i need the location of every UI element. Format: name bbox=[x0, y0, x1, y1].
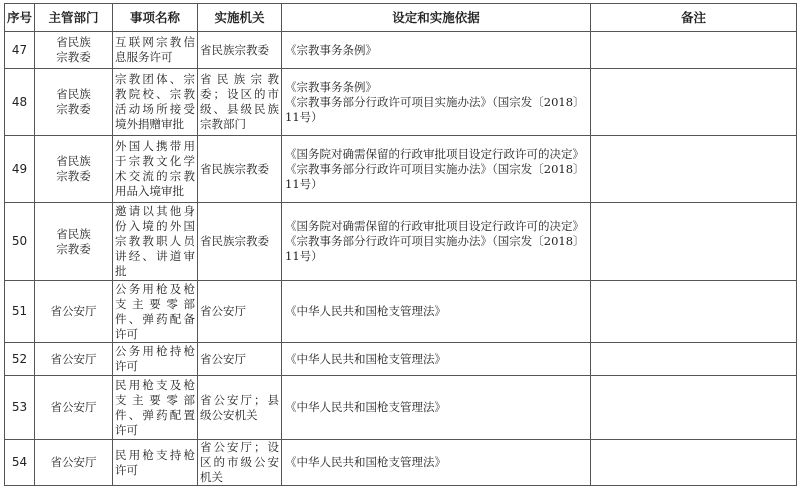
cell-basis bbox=[282, 69, 591, 136]
cell-item: 外国人携带用于宗教文化学术交流的宗教用品入境审批 bbox=[113, 136, 198, 203]
header-seq: 序号 bbox=[5, 4, 35, 32]
cell-note bbox=[591, 203, 797, 281]
table-row bbox=[5, 69, 797, 136]
cell-org: 省公安厅 bbox=[198, 343, 282, 376]
cell-seq: 47 bbox=[5, 32, 35, 69]
cell-seq: 54 bbox=[5, 440, 35, 486]
cell-seq: 53 bbox=[5, 376, 35, 440]
cell-basis bbox=[282, 203, 591, 281]
basis-line: 《宗教事务条例》 bbox=[285, 79, 377, 94]
cell-seq: 52 bbox=[5, 343, 35, 376]
cell-item: 民用枪支持枪许可 bbox=[113, 440, 198, 486]
cell-dept bbox=[35, 32, 113, 69]
table-row bbox=[5, 203, 797, 281]
table-row bbox=[5, 343, 797, 376]
table-row bbox=[5, 376, 797, 440]
basis-line: 《国务院对确需保留的行政审批项目设定行政许可的决定》 bbox=[285, 219, 584, 233]
header-note: 备注 bbox=[591, 4, 797, 32]
cell-seq: 50 bbox=[5, 203, 35, 281]
header-dept: 主管部门 bbox=[35, 4, 113, 32]
cell-basis bbox=[282, 32, 591, 69]
table-row bbox=[5, 32, 797, 69]
table-row bbox=[5, 440, 797, 486]
header-org: 实施机关 bbox=[198, 4, 282, 32]
cell-note bbox=[591, 136, 797, 203]
cell-org: 省公安厅；设区的市级公安机关 bbox=[198, 440, 282, 486]
cell-org: 省民族宗教委 bbox=[198, 136, 282, 203]
cell-dept bbox=[35, 203, 113, 281]
cell-basis bbox=[282, 281, 591, 343]
cell-dept: 省公安厅 bbox=[35, 440, 113, 486]
basis-line: 《宗教事务部分行政许可项目实施办法》（国宗发〔2018〕11号） bbox=[285, 94, 585, 124]
cell-org: 省公安厅 bbox=[198, 281, 282, 343]
cell-dept: 省公安厅 bbox=[35, 376, 113, 440]
cell-item: 公务用枪及枪支主要零部件、弹药配备许可 bbox=[113, 281, 198, 343]
basis-line: 《宗教事务部分行政许可项目实施办法》（国宗发〔2018〕11号） bbox=[285, 161, 585, 191]
cell-item: 邀请以其他身份入境的外国宗教教职人员讲经、讲道审批 bbox=[113, 203, 198, 281]
cell-org: 省公安厅；县级公安机关 bbox=[198, 376, 282, 440]
cell-basis bbox=[282, 376, 591, 440]
cell-seq: 49 bbox=[5, 136, 35, 203]
cell-item: 互联网宗教信息服务许可 bbox=[113, 32, 198, 69]
regulation-table bbox=[4, 3, 797, 486]
cell-note bbox=[591, 376, 797, 440]
cell-org: 省民族宗教委 bbox=[198, 32, 282, 69]
cell-note bbox=[591, 281, 797, 343]
header-basis: 设定和实施依据 bbox=[282, 4, 591, 32]
cell-dept: 省公安厅 bbox=[35, 281, 113, 343]
basis-line: 《宗教事务部分行政许可项目实施办法》（国宗发〔2018〕11号） bbox=[285, 234, 585, 263]
basis-line: 《中华人民共和国枪支管理法》 bbox=[285, 351, 446, 366]
cell-dept bbox=[35, 136, 113, 203]
cell-item: 公务用枪持枪许可 bbox=[113, 343, 198, 376]
cell-dept bbox=[35, 69, 113, 136]
cell-org: 省民族宗教委 bbox=[198, 203, 282, 281]
cell-note bbox=[591, 440, 797, 486]
cell-note bbox=[591, 32, 797, 69]
cell-note bbox=[591, 343, 797, 376]
basis-line: 《中华人民共和国枪支管理法》 bbox=[285, 455, 446, 469]
cell-note bbox=[591, 69, 797, 136]
cell-item: 民用枪支及枪支主要零部件、弹药配置许可 bbox=[113, 376, 198, 440]
cell-dept: 省公安厅 bbox=[35, 343, 113, 376]
basis-line: 《中华人民共和国枪支管理法》 bbox=[285, 304, 446, 318]
table-row bbox=[5, 281, 797, 343]
cell-seq: 48 bbox=[5, 69, 35, 136]
cell-basis bbox=[282, 440, 591, 486]
dept-text: 省民族宗教委 bbox=[56, 87, 91, 116]
dept-text: 省民族宗教委 bbox=[56, 35, 91, 64]
basis-line: 《国务院对确需保留的行政审批项目设定行政许可的决定》 bbox=[285, 146, 584, 161]
cell-basis bbox=[282, 136, 591, 203]
cell-seq: 51 bbox=[5, 281, 35, 343]
header-item: 事项名称 bbox=[113, 4, 198, 32]
dept-text: 省民族宗教委 bbox=[56, 226, 91, 256]
dept-text: 省民族宗教委 bbox=[56, 154, 91, 183]
cell-basis bbox=[282, 343, 591, 376]
basis-line: 《宗教事务条例》 bbox=[285, 42, 377, 57]
basis-line: 《中华人民共和国枪支管理法》 bbox=[285, 400, 446, 414]
table-row bbox=[5, 136, 797, 203]
table-header-row bbox=[5, 4, 797, 32]
cell-item: 宗教团体、宗教院校、宗教活动场所接受境外捐赠审批 bbox=[113, 69, 198, 136]
cell-org: 省民族宗教委；设区的市级、县级民族宗教部门 bbox=[198, 69, 282, 136]
